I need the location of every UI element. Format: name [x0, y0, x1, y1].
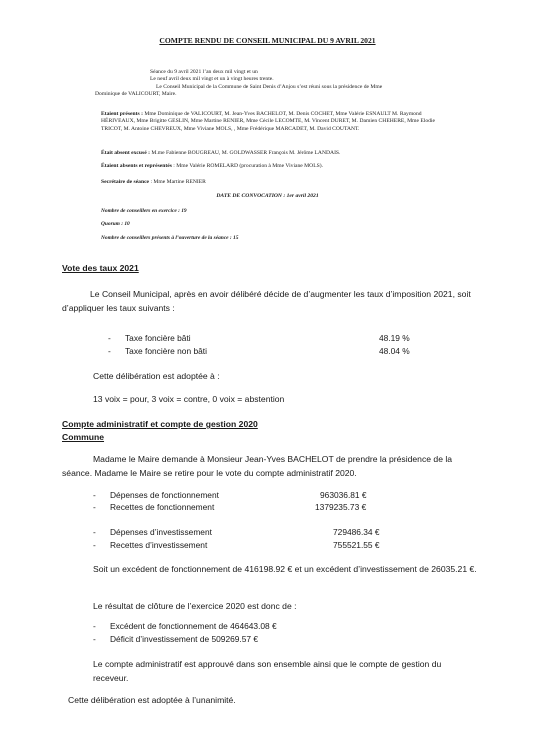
tax-value: 48.19 %	[379, 333, 410, 343]
tax-label: Taxe foncière bâti	[125, 333, 191, 343]
taux-votes: 13 voix = pour, 3 voix = contre, 0 voix = abstention	[93, 394, 285, 404]
secretary	[101, 179, 441, 186]
amount-label: Recettes de fonctionnement	[110, 502, 215, 512]
cloture-item: Excédent de fonctionnement de 464643.08 €	[110, 621, 277, 631]
bullet-dash: -	[108, 346, 111, 356]
bullet-dash: -	[93, 540, 96, 550]
excused-names: M.me Fabienne BOUGREAU, M. GOLDWASSER François M. Jérôme LANDAIS.	[149, 150, 341, 156]
councillors-present: Nombre de conseillers présents à l’ouverture de la séance : 15	[101, 235, 239, 241]
present-label: Etaient présents :	[101, 111, 143, 117]
present-members	[101, 111, 441, 133]
amount-label: Dépenses de fonctionnement	[110, 490, 219, 500]
tax-label: Taxe foncière non bâti	[125, 346, 207, 356]
section-heading-compte: Compte administratif et compte de gestion 2020	[62, 419, 258, 429]
taux-paragraph: Le Conseil Municipal, après en avoir délibéré décide de d’augmenter les taux d’imposition 2021, soit d’appliquer les taux suivants :	[62, 289, 471, 313]
intro-line: Dominique de VALICOURT, Maire.	[95, 90, 177, 97]
bullet-dash: -	[108, 333, 111, 343]
excused-label: Était absent excusé :	[101, 150, 150, 156]
secretary-name: : Mme Martine RENIER	[149, 179, 206, 185]
convocation-date: DATE DE CONVOCATION : 1er avril 2021	[216, 193, 319, 199]
intro-line: Séance du 9 avril 2021 l’an deux mil vingt et un	[150, 69, 258, 75]
amount-value: 963036.81 €	[320, 490, 367, 500]
bullet-dash: -	[93, 490, 96, 500]
resultat-paragraph: Le résultat de clôture de l’exercice 2020 est donc de :	[93, 601, 297, 611]
session-intro	[95, 69, 383, 98]
tax-value: 48.04 %	[379, 346, 410, 356]
amount-value: 1379235.73 €	[315, 502, 367, 512]
represented-label: Étaient absents et représentés	[101, 163, 172, 169]
approuve-paragraph: Le compte administratif est approuvé dans son ensemble ainsi que le compte de gestion du receveur.	[93, 659, 442, 683]
present-names: Mme Dominique de VALICOURT, M. Jean-Yves BACHELOT, M. Denis COCHET, Mme Valérie ESNAULT M. Raymond HÉRIVEAUX, Mme Brigitte GESLIN, Mme Martine RENIER, Mme Cécile LECOMTE, M. Vincent DURET, M. Damien CHEHERE, Mme Elodie TRICOT, M. Antoine CHEVREUX, Mme Viviane MOLS, , Mme Frédérique MARCADET, M. David COUTANT.	[101, 111, 435, 132]
bullet-dash: -	[93, 621, 96, 631]
amount-value: 755521.55 €	[333, 540, 380, 550]
section-subheading-commune: Commune	[62, 432, 105, 442]
intro-line: Le Conseil Municipal de la Commune de Saint Denis d’Anjou s’est réuni sous la présidence de Mme	[156, 83, 383, 90]
document-title: COMPTE RENDU DE CONSEIL MUNICIPAL DU 9 AVRIL 2021	[159, 36, 376, 45]
intro-line: Le neuf avril deux mil vingt et un à vingt heures trente.	[150, 76, 274, 83]
taux-adopted: Cette délibération est adoptée à :	[93, 371, 220, 381]
unanimite-paragraph: Cette délibération est adoptée à l’unanimité.	[68, 695, 236, 705]
represented-names: : Mme Valérie ROMELARD (procuration à Mme Viviane MOLS).	[171, 163, 323, 169]
compte-paragraph: Madame le Maire demande à Monsieur Jean-Yves BACHELOT de prendre la présidence de la séance. Madame le Maire se retire pour le vote du compte administratif 2020.	[62, 454, 453, 478]
excedent-paragraph: Soit un excédent de fonctionnement de 416198.92 € et un excédent d’investissement de 26035.21 €.	[93, 564, 477, 574]
amount-value: 729486.34 €	[333, 527, 380, 537]
cloture-item: Déficit d’investissement de 509269.57 €	[110, 634, 259, 644]
councillors-in-office: Nombre de conseillers en exercice : 19	[101, 208, 187, 214]
section-heading-taux: Vote des taux 2021	[62, 263, 139, 273]
bullet-dash: -	[93, 502, 96, 512]
represented-members	[101, 163, 441, 170]
quorum: Quorum : 10	[101, 221, 130, 227]
secretary-label: Secrétaire de séance	[101, 179, 150, 185]
bullet-dash: -	[93, 634, 96, 644]
bullet-dash: -	[93, 527, 96, 537]
amount-label: Dépenses d’investissement	[110, 527, 212, 537]
excused-members	[101, 150, 441, 157]
amount-label: Recettes d’investissement	[110, 540, 208, 550]
